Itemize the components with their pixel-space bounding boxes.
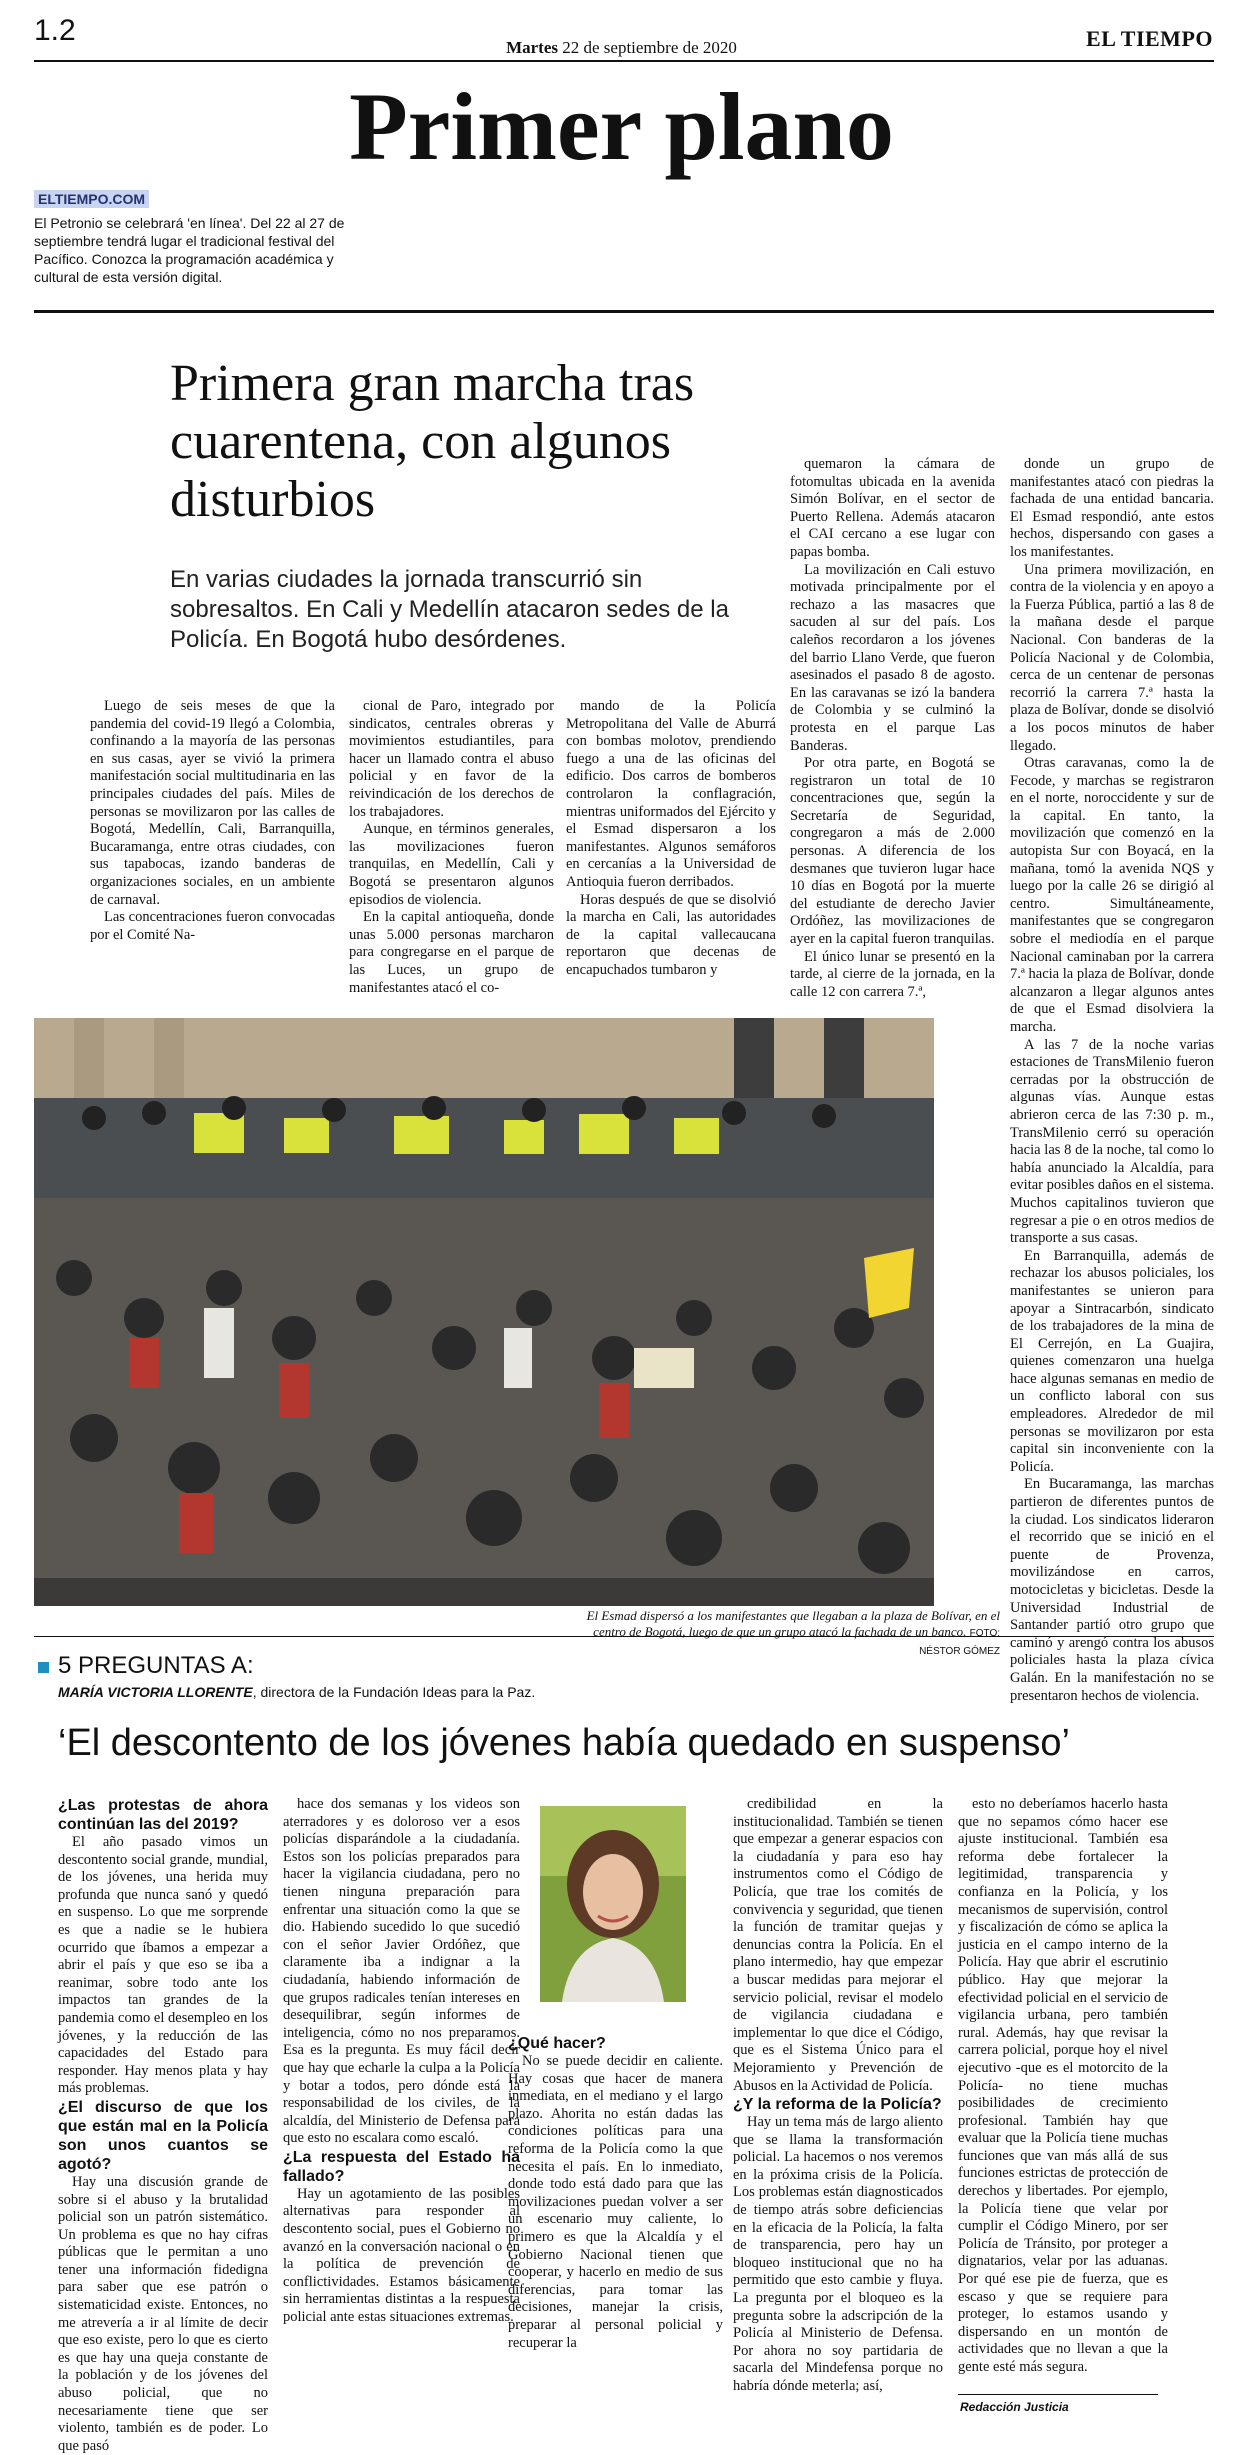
guest-role: , directora de la Fundación Ideas para la Paz. [252,1684,536,1700]
article-paragraph: mando de la Policía Metropolitana del Valle de Aburrá con bombas molotov, prendiendo fuego a una de las oficinas del edificio. Dos carros de bomberos controlaron la conflagración, mientras uniformados del Ejército y el Esmad dispersaron a los manifestantes. Algunos semáforos en cercanías a la Universidad de Antioquia fueron derribados. [566,698,776,890]
interview-question: ¿Y la reforma de la Policía? [733,2096,942,2114]
photo-caption [560,1608,1000,1660]
brand-logo: EL TIEMPO [1086,26,1213,51]
interview-divider [34,1636,1214,1637]
interview-answer: No se puede decidir en caliente. Hay cosas que hacer de manera inmediata, en el mediano y el largo plazo. Ahorita no están dadas las condiciones políticas para una reforma de la Policía como la que necesita el país. En lo inmediato, donde todo está dado para que las movilizaciones puedan volver a ser un escenario muy caliente, lo primero es que la Alcaldía y el Gobierno Nacional tienen que cooperar, y hacerlo en medio de sus diferencias, para tomar las decisiones, manejar la crisis, preparar al personal policial y recuperar la [508,2053,723,2351]
article-paragraph: Una primera movilización, en contra de la violencia y en apoyo a la Fuerza Pública, partió a las 8 de la mañana desde el parque Nacional. Con banderas de la Policía Nacional y de Colombia, cerca de un centenar de personas recorrió la carrera 7.ª hasta la plaza de Bolívar, donde se disolvió a los pocos minutos de haber llegado. [1010,561,1214,754]
article-paragraph: Luego de seis meses de que la pandemia del covid-19 llegó a Colombia, confinando a la mayoría de las personas en sus casas, ayer se vivió la primera manifestación social multitudinaria en las principales ciudades del país. Miles de personas se movilizaron por las calles de Bogotá, Medellín, Cali, Barranquilla, Bucaramanga, entre otras ciudades, con sus tapabocas, izando banderas de organizaciones sociales, en un ambiente de carnaval. [90,698,335,908]
interview-guest [58,1684,535,1700]
article-column-5 [1010,456,1214,1705]
article-paragraph: A las 7 de la noche varias estaciones de TransMilenio fueron cerradas por la obstrucción de algunas vías. Aunque estas abrieron cerca de las 7:30 p. m., TransMilenio cerró su operación hacia las 8 de la noche, tal como lo había anunciado la Alcaldía, para evitar posibles daños en el sistema. Muchos capitalinos tuvieron que regresar a pie o en otros medios de transporte a sus casas. [1010,1036,1214,1247]
article-headline: Primera gran marcha tras cuarentena, con algunos disturbios [170,355,695,528]
article-column-3 [566,698,776,980]
promo-text: El Petronio se celebrará 'en línea'. Del 22 al 27 de septiembre tendrá lugar el tradicional festival del Pacífico. Conozca la programación académica y cultural de esta versión digital. [34,215,345,285]
article-subhead: En varias ciudades la jornada transcurrió sin sobresaltos. En Cali y Medellín atacaron sedes de la Policía. En Bogotá hubo desórdenes. [170,566,729,653]
article-paragraph: En Barranquilla, además de rechazar los abusos policiales, los manifestantes se unieron para apoyar a Sintracarbón, sindicato de los trabajadores de la mina de El Cerrejón, en La Guajira, quienes comenzaron una huelga hace algunas semanas en medio de un conflicto laboral con sus empleadores. Alrededor de mil personas se movilizaron por esta capital sin inconveniente con la Policía. [1010,1247,1214,1475]
article-column-1 [90,698,335,944]
article-paragraph: Las concentraciones fueron convocadas por el Comité Na- [90,909,335,943]
interview-answer: Hay un tema más de largo aliento que se llama la transformación policial. La hacemos o nos veremos en la próxima crisis de la Policía. Los problemas están diagnosticados de tiempo atrás sobre deficiencias en la eficacia de la Policía, la falta de transparencia, pero hay un bloqueo institucional que no ha permitido que esto cambie y fluya. La pregunta por el bloqueo es la pregunta sobre la adscripción de la Policía al Ministerio de Defensa. Por ahora no soy partidaria de sacarla del Mindefensa porque no habría dónde meterla; así, [733,2114,943,2394]
caption-text: El Esmad dispersó a los manifestantes que llegaban a la plaza de Bolívar, en el centro de Bogotá, luego de que un grupo atacó la fachada de un banco. [586,1608,1000,1639]
photo-credit: FOTO: NÉSTOR GÓMEZ [919,1628,1000,1657]
article-paragraph: En la capital antioqueña, donde unas 5.000 personas marcharon para congregarse en el parque de las Luces, un grupo de manifestantes atacó el co- [349,909,554,996]
section-title: Primer plano [349,73,894,180]
interview-question: ¿La respuesta del Estado ha fallado? [283,2148,520,2185]
interview-answer: El año pasado vimos un descontento social grande, mundial, de los jóvenes, una herida muy profunda que nunca sanó y quedó en suspenso. Lo que me sorprende es que a nadie se le hubiera ocurrido que íbamos a empezar a abrir el país y que eso se iba a reanimar, sobre todo ante los impactos tan grandes de la pandemia como el desempleo en los jóvenes, y la reducción de las capacidades del Estado para responder. Hay menos plata y hay más problemas. [58,1834,268,2097]
interview-column-2 [283,1796,520,2327]
interview-answer: hace dos semanas y los videos son aterradores y es doloroso ver a esos policías disparándole a la ciudadanía. Estos son los policías preparados para hacer la vigilancia ciudadana, pero no tienen ninguna preparación para enfrentar una situación como la que se dio. Habiendo sucedido lo que sucedió con el señor Javier Ordóñez, que claramente iba a indignar a la ciudadanía, habiendo información de que grupos radicales tenían intereses en desequilibrar, según informes de inteligencia, cómo no nos preparamos. Esa es la pregunta. Es muy fácil decir que hay que echarle la culpa a la Policía y botar a todos, pero dónde está la responsabilidad de los civiles, de la alcaldía, del Ministerio de Defensa para que esto no escalara como escaló. [283,1796,520,2147]
interview-column-3 [508,2034,723,2352]
article-paragraph: Por otra parte, en Bogotá se registraron un total de 10 concentraciones que, según la Secretaría de Seguridad, congregaron a más de 2.000 personas. A diferencia de los desmanes que tuvieron lugar hace 10 días en Bogotá por la muerte del estudiante de derecho Javier Ordóñez, las movilizaciones de ayer en la capital fueron tranquilas. [790,755,995,948]
byline: Redacción Justicia [960,2400,1069,2414]
interview-answer: esto no deberíamos hacerlo hasta que no sepamos cómo hacer ese ajuste institucional. También esa reforma debe fortalecer la legitimidad, transparencia y confianza en la Policía, y los mecanismos de supervisión, control y fiscalización de cómo se aplica la justicia en el campo interno de la Policía. Hay que abrir el escrutinio público. Hay que mejorar la efectividad policial en el servicio de vigilancia urbana, pero también rural. Además, hay que revisar la carrera policial, porque hoy el nivel ejecutivo -que es el motorcito de la Policía- no tiene muchas posibilidades de crecimiento profesional. También hay que evaluar que la Policía tiene muchas funciones que van más allá de sus funciones estrictas de protección de derechos y libertades. Por ejemplo, la Policía tiene que velar por cumplir el Código Minero, por ser Policía de Tránsito, por proteger a dignatarios, velar por las aduanas. Por qué ese pie de fuerza, que es escaso y que se requiere para proteger, lo estamos usando y dispersando en un montón de actividades que no llevan a que la gente esté más segura. [958,1796,1168,2375]
interview-column-5 [958,1796,1168,2377]
date-rest: 22 de septiembre de 2020 [562,38,737,57]
interview-label: 5 PREGUNTAS A: [58,1652,254,1679]
article-paragraph: cional de Paro, integrado por sindicatos, centrales obreras y movimientos estudiantiles, para hacer un llamado contra el abuso policial y en favor de la reivindicación de los derechos de los trabajadores. [349,698,554,820]
protest-photo-illustration [34,1018,934,1606]
page-number: 1.2 [34,14,76,47]
interview-column-4 [733,1796,943,2396]
article-paragraph: quemaron la cámara de fotomultas ubicada en la avenida Simón Bolívar, en el sector de Puerto Rellena. Además atacaron el CAI cercano a ese lugar con papas bomba. [790,456,995,560]
protest-photo [34,1018,934,1606]
guest-portrait [540,1806,686,2002]
interview-question: ¿El discurso de que los que están mal en la Policía son unos cuantos se agotó? [58,2098,268,2173]
portrait-illustration [540,1806,686,2002]
article-paragraph: El único lunar se presentó en la tarde, al cierre de la jornada, en la calle 12 con carrera 7.ª, [790,948,995,1000]
section-marker-icon [38,1662,49,1673]
guest-name: MARÍA VICTORIA LLORENTE [58,1684,253,1700]
signature-divider [958,2394,1158,2395]
article-paragraph: Aunque, en términos generales, las movilizaciones fueron tranquilas, en Medellín, Cali y Bogotá se presentaron algunos episodios de violencia. [349,821,554,908]
interview-answer: Hay un agotamiento de las posibles alternativas para responder al descontento social, pues el Gobierno no avanzó en la conversación nacional o en la política de prevención de conflictividades. Estamos básicamente sin herramientas distintas a la respuesta policial ante estas situaciones extremas. [283,2185,520,2326]
interview-question: ¿Las protestas de ahora continúan las del 2019? [58,1797,268,1833]
top-divider [34,60,1214,62]
article-paragraph: Horas después de que se disolvió la marcha en Cali, las autoridades de la capital vallecaucana reportaron que decenas de encapuchados tumbaron y [566,891,776,978]
article-paragraph: En Bucaramanga, las marchas partieron de diferentes puntos de la ciudad. Los sindicatos lideraron el recorrido que se inició en el puente de Provenza, movilizándose en carros, motocicletas y bicicletas. Desde la Universidad Industrial de Santander partió otro grupo que caminó y arengó contra los abusos policiales hasta la plaza cívica Galán. En la manifestación no se presentaron hechos de violencia. [1010,1476,1214,1704]
section-divider [34,310,1214,313]
article-paragraph: Otras caravanas, como la de Fecode, y marchas se registraron en el norte, noroccidente y sur de la capital. En tanto, la movilización que comenzó en la autopista Sur con Boyacá, en la mañana, tomó la avenida NQS y luego por la calle 26 se dirigió al centro. Simultáneamente, manifestantes que se congregaron sobre el mediodía en el parque Nacional caminaban por la carrera 7.ª hacia la plaza de Bolívar, donde alcanzaron a llegar algunos antes de que el Esmad disolviera la marcha. [1010,755,1214,1035]
article-paragraph: La movilización en Cali estuvo motivada principalmente por el rechazo a las masacres que sacuden al sur del país. Los caleños recordaron a los jóvenes del barrio Llano Verde, que fueron asesinados el pasado 8 de agosto. En las caravanas se izó la bandera de Colombia y se culminó la protesta en el parque Las Banderas. [790,561,995,754]
interview-column-1 [58,1796,268,2455]
article-paragraph: donde un grupo de manifestantes atacó con piedras la fachada de una entidad bancaria. El Esmad respondió, ante estos hechos, dispersando con gases a los manifestantes. [1010,456,1214,560]
date-weekday: Martes [506,38,558,57]
interview-answer: credibilidad en la institucionalidad. También se tienen que empezar a generar espacios con la ciudadanía y para eso hay instrumentos como el Código de Policía, que trae los comités de convivencia y seguridad, que tienen la función de tramitar quejas y denuncias contra la Policía. En el plano intermedio, hay que empezar a buscar medidas para mejorar el servicio policial, revisar el modelo de vigilancia ciudadana e implementar lo que dice el Código, que es el Sistema Único para el Mejoramiento y Prevención de Abusos en la Actividad de Policía. [733,1796,943,2094]
interview-headline: ‘El descontento de los jóvenes había quedado en suspenso’ [58,1722,1070,1764]
article-column-4 [790,456,995,1001]
interview-answer: Hay una discusión grande de sobre si el abuso y la brutalidad policial son un patrón sistemático. Un problema es que no hay cifras públicas que le permitan a uno tener una información fidedigna para saber que ese patrón o sistematicidad existe. Entonces, no me atrevería a ir al límite de decir que eso existe, pero lo que es cierto es que hay una queja constante de la población y de los jóvenes del abuso policial, que no necesariamente tiene que ser violento, también es de poder. Lo que pasó [58,2173,268,2454]
dateline [0,38,1243,58]
interview-question: ¿Qué hacer? [508,2035,606,2052]
promo-link[interactable]: ELTIEMPO.COM [34,190,149,208]
article-column-2 [349,698,554,997]
